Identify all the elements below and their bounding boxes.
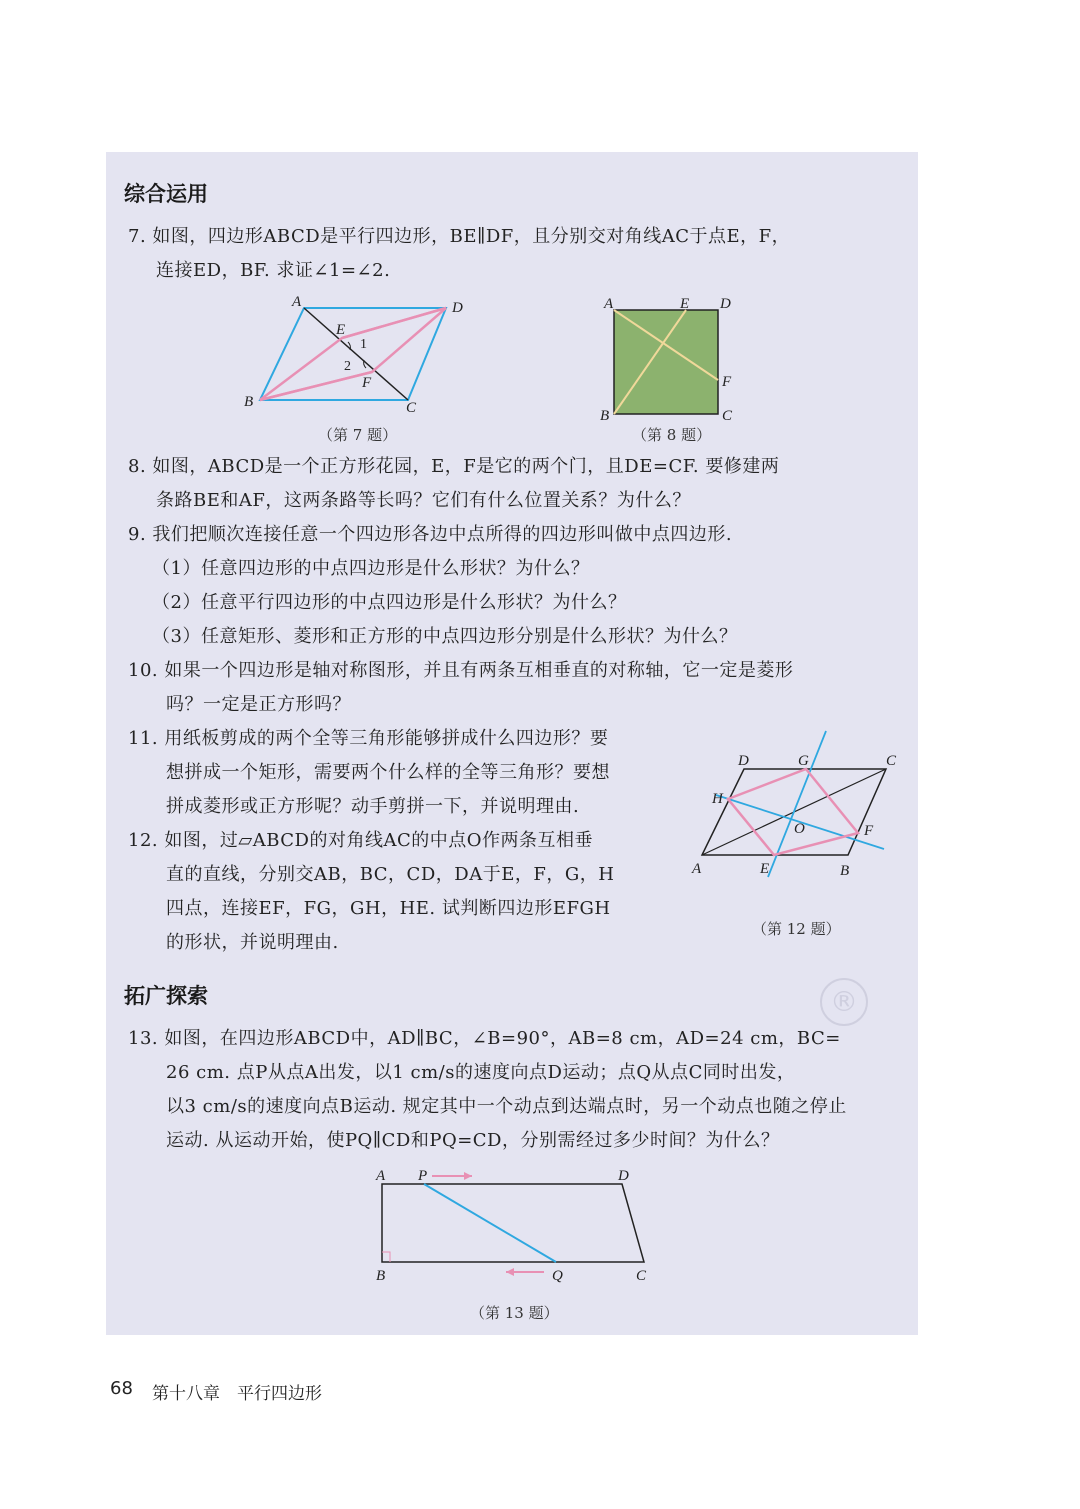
fig13-caption: （第 13 题） <box>470 1304 559 1322</box>
fig13-label-A: A <box>376 1168 386 1184</box>
section-title-explore: 拓广探索 <box>124 984 208 1008</box>
q12-line2: 直的直线，分别交AB，BC，CD，DA于E，F，G，H <box>166 864 615 885</box>
fig8-label-C: C <box>722 408 733 424</box>
fig12-label-C: C <box>886 753 897 769</box>
fig13-label-B: B <box>376 1268 386 1284</box>
figure-8 <box>594 290 744 430</box>
q9-sub2: （2）任意平行四边形的中点四边形是什么形状？为什么？ <box>152 592 627 613</box>
figure-13 <box>360 1160 680 1290</box>
page-number: 68 <box>110 1378 133 1399</box>
section-title-comprehensive: 综合运用 <box>124 182 208 206</box>
q11-line2: 想拼成一个矩形，需要两个什么样的全等三角形？要想 <box>166 762 610 783</box>
fig7-label-E: E <box>336 322 346 338</box>
q7-line1: 7. 如图，四边形ABCD是平行四边形，BE∥DF，且分别交对角线AC于点E，F， <box>128 226 791 247</box>
q12-line4: 的形状，并说明理由. <box>166 932 339 953</box>
q8-line1: 8. 如图，ABCD是一个正方形花园，E，F是它的两个门，且DE=CF. 要修建两 <box>128 456 780 477</box>
chapter-title: 第十八章 平行四边形 <box>152 1384 322 1404</box>
q13-line3: 以3 cm/s的速度向点B运动. 规定其中一个动点到达端点时，另一个动点也随之停止 <box>166 1096 847 1117</box>
q12-line1: 12. 如图，过▱ABCD的对角线AC的中点O作两条互相垂 <box>128 830 593 851</box>
q7-line2: 连接ED，BF. 求证∠1=∠2. <box>156 260 391 281</box>
q13-line2: 26 cm. 点P从点A出发，以1 cm/s的速度向点D运动；点Q从点C同时出发， <box>166 1062 796 1083</box>
fig8-label-F: F <box>722 374 732 390</box>
fig12-label-G: G <box>798 753 809 769</box>
fig12-caption: （第 12 题） <box>752 920 841 938</box>
q9-sub3: （3）任意矩形、菱形和正方形的中点四边形分别是什么形状？为什么？ <box>152 626 738 647</box>
fig13-label-Q: Q <box>552 1268 563 1284</box>
fig12-label-B: B <box>840 863 850 879</box>
fig7-label-F: F <box>362 375 372 391</box>
q13-line1: 13. 如图，在四边形ABCD中，AD∥BC，∠B=90°，AB=8 cm，AD=24 cm，BC= <box>128 1028 841 1049</box>
fig8-label-B: B <box>600 408 610 424</box>
fig13-label-C: C <box>636 1268 647 1284</box>
fig7-label-B: B <box>244 394 254 410</box>
fig7-caption: （第 7 题） <box>318 426 398 444</box>
q11-line1: 11. 用纸板剪成的两个全等三角形能够拼成什么四边形？要 <box>128 728 609 749</box>
registered-watermark: ® <box>820 978 868 1026</box>
fig7-label-D: D <box>452 300 463 316</box>
fig12-label-A: A <box>692 861 702 877</box>
q9-sub1: （1）任意四边形的中点四边形是什么形状？为什么？ <box>152 558 590 579</box>
q11-line3: 拼成菱形或正方形呢？动手剪拼一下，并说明理由. <box>166 796 580 817</box>
fig7-label-C: C <box>406 400 417 416</box>
q12-line3: 四点，连接EF，FG，GH，HE. 试判断四边形EFGH <box>166 898 611 919</box>
fig12-label-F: F <box>864 823 874 839</box>
fig8-label-A: A <box>604 296 614 312</box>
fig12-label-H: H <box>712 791 723 807</box>
q10-line2: 吗？一定是正方形吗？ <box>166 694 351 715</box>
fig8-caption: （第 8 题） <box>632 426 712 444</box>
fig13-label-D: D <box>618 1168 629 1184</box>
fig13-label-P: P <box>418 1168 428 1184</box>
fig7-label-A: A <box>292 294 302 310</box>
q10-line1: 10. 如果一个四边形是轴对称图形，并且有两条互相垂直的对称轴，它一定是菱形 <box>128 660 794 681</box>
fig7-angle-2: 2 <box>344 359 351 374</box>
fig8-label-D: D <box>720 296 731 312</box>
fig7-angle-1: 1 <box>360 337 367 352</box>
fig12-label-O: O <box>794 821 805 837</box>
figure-12 <box>688 725 908 885</box>
q8-line2: 条路BE和AF，这两条路等长吗？它们有什么位置关系？为什么？ <box>156 490 691 511</box>
fig12-label-D: D <box>738 753 749 769</box>
q9-line1: 9. 我们把顺次连接任意一个四边形各边中点所得的四边形叫做中点四边形. <box>128 524 733 545</box>
fig12-label-E: E <box>760 861 770 877</box>
q13-line4: 运动. 从运动开始，使PQ∥CD和PQ=CD，分别需经过多少时间？为什么？ <box>166 1130 780 1151</box>
fig8-label-E: E <box>680 296 690 312</box>
